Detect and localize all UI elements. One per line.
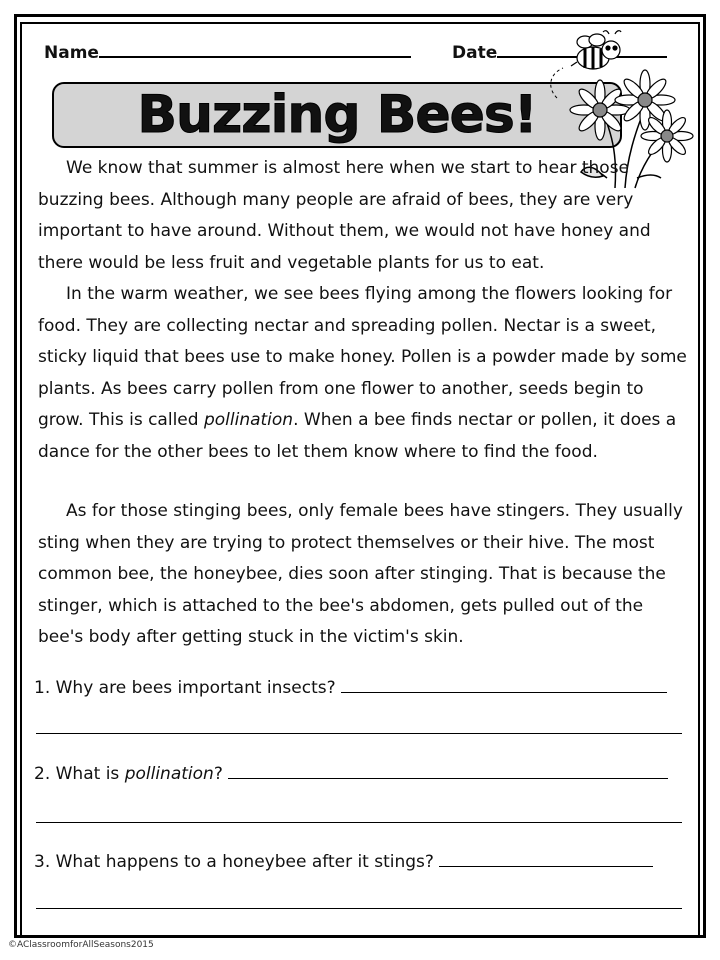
- question-3: [34, 850, 684, 874]
- question-2: [34, 762, 684, 786]
- question-3-text: 3. What happens to a honeybee after it stings?: [34, 852, 434, 872]
- question-2-text-after: ?: [213, 764, 223, 784]
- answer-line[interactable]: [36, 908, 682, 909]
- pollination-term: pollination: [203, 410, 294, 430]
- copyright-notice: ©AClassroomforAllSeasons2015: [8, 940, 154, 950]
- paragraph-1: [38, 153, 688, 279]
- name-line[interactable]: [99, 42, 411, 58]
- answer-line[interactable]: [36, 822, 682, 823]
- name-field[interactable]: [44, 42, 411, 63]
- name-label: Name: [44, 43, 99, 63]
- answer-line[interactable]: [341, 680, 667, 693]
- question-1: [34, 676, 684, 700]
- paragraph-2-text-after: . When a bee finds nectar or pollen, it does a dance for the other bees to let them know where to find the food.: [38, 410, 677, 462]
- question-2-text-before: 2. What is: [34, 764, 125, 784]
- question-1-text: 1. Why are bees important insects?: [34, 678, 336, 698]
- paragraph-2: [38, 279, 688, 468]
- paragraph-3: [38, 496, 688, 654]
- paragraph-3-text: As for those stinging bees, only female bees have stingers. They usually sting when they are trying to protect themselves or their hive. The most common bee, the honeybee, dies soon after stinging. That is because the stinger, which is attached to the bee's abdomen, gets pulled out of the bee's body after getting stuck in the victim's skin.: [38, 501, 683, 647]
- answer-line[interactable]: [228, 766, 668, 779]
- date-label: Date: [452, 43, 498, 63]
- answer-line[interactable]: [36, 733, 682, 734]
- question-2-term: pollination: [124, 764, 214, 784]
- page-title: Buzzing Bees!: [137, 85, 537, 145]
- paragraph-1-text: We know that summer is almost here when we start to hear those buzzing bees. Although many people are afraid of bees, they are very important to have around. Without them, we would not have honey and there would be less fruit and vegetable plants for us to eat.: [38, 158, 651, 273]
- paragraph-2-text-before: In the warm weather, we see bees flying among the flowers looking for food. They are collecting nectar and spreading pollen. Nectar is a sweet, sticky liquid that bees use to make honey. Pollen is a powder made by some plants. As bees carry pollen from one flower to another, seeds begin to grow. This is called: [38, 284, 687, 430]
- answer-line[interactable]: [439, 854, 653, 867]
